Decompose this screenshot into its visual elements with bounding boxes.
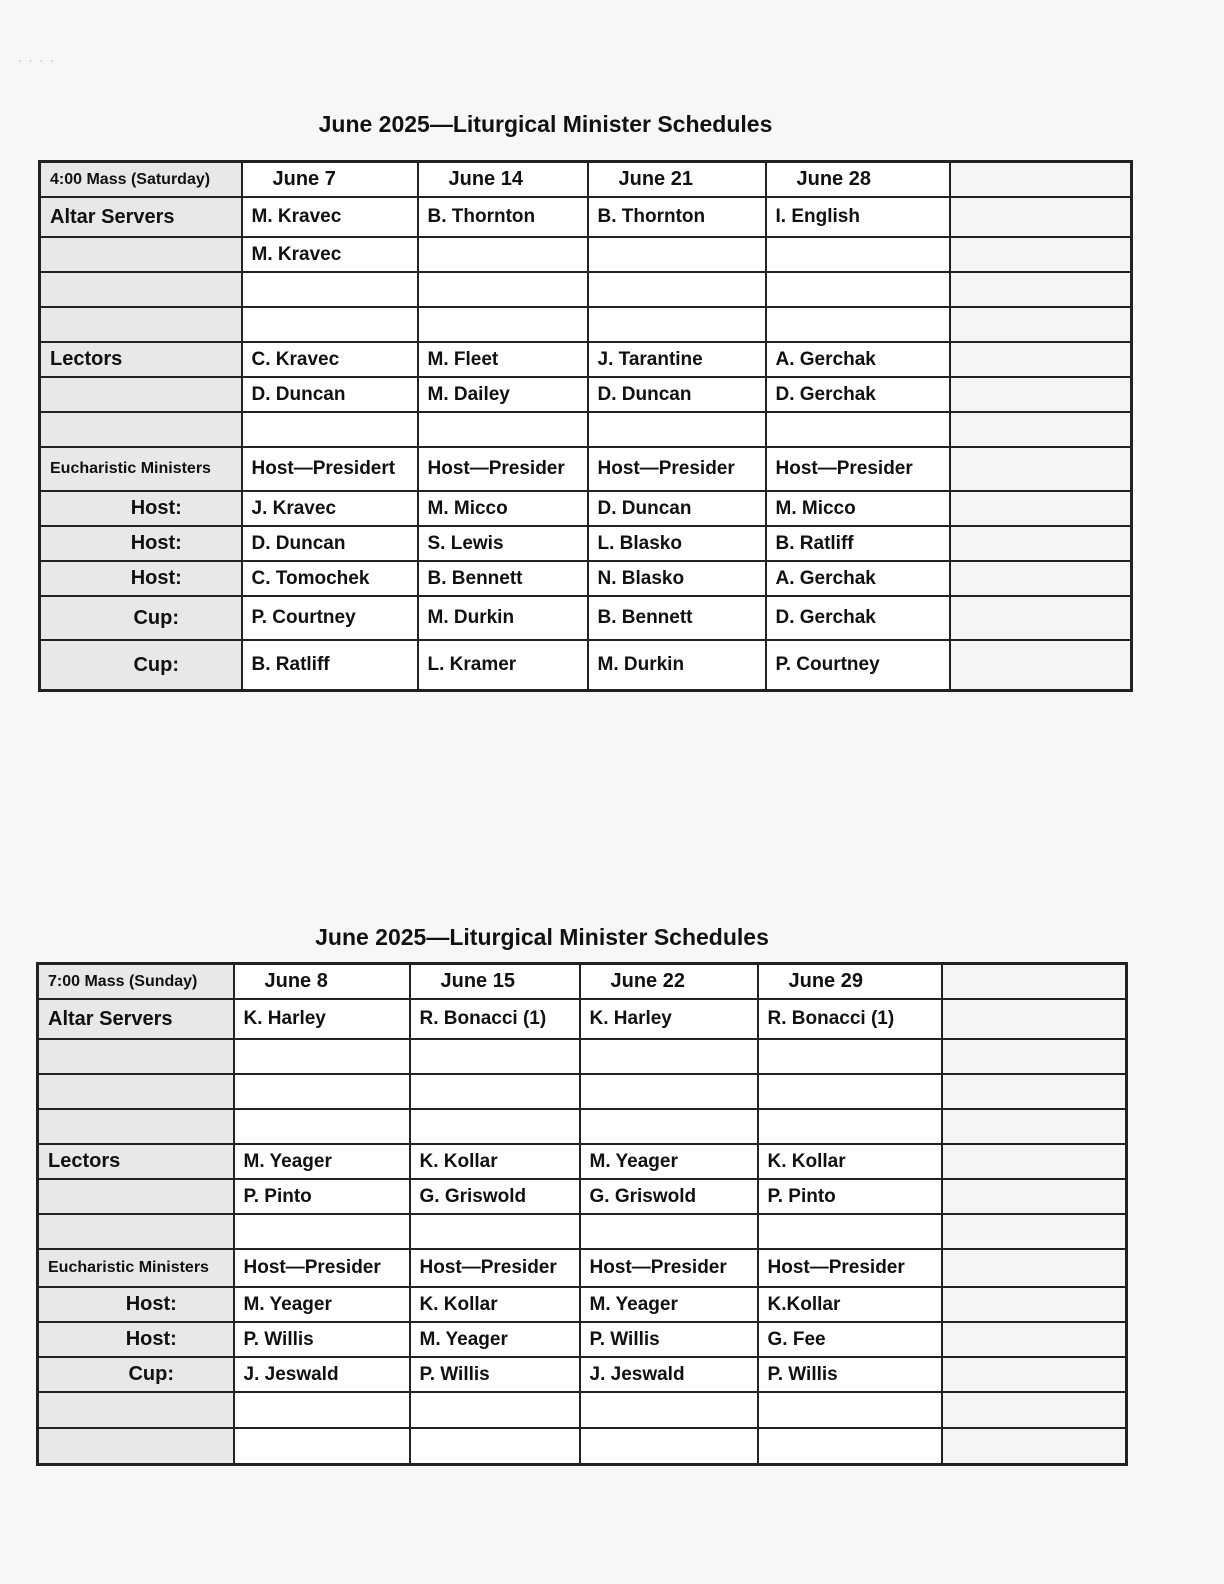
blank-cell <box>942 964 1127 1000</box>
minister-cell <box>418 307 588 342</box>
table-row <box>40 491 1132 526</box>
minister-cell: M. Yeager <box>580 1287 758 1322</box>
minister-cell: B. Thornton <box>418 197 588 237</box>
row-label <box>40 237 242 272</box>
minister-cell: Host—Presider <box>234 1249 410 1287</box>
minister-cell: P. Courtney <box>242 596 418 640</box>
blank-cell <box>950 447 1132 491</box>
header-row <box>38 964 1127 1000</box>
minister-cell: P. Courtney <box>766 640 950 691</box>
blank-cell <box>950 596 1132 640</box>
table-row <box>40 526 1132 561</box>
minister-cell: K. Kollar <box>410 1287 580 1322</box>
table-row <box>38 1249 1127 1287</box>
minister-cell <box>758 1109 942 1144</box>
row-label <box>40 377 242 412</box>
minister-cell: C. Tomochek <box>242 561 418 596</box>
row-label: Eucharistic Ministers <box>40 447 242 491</box>
schedule-title: June 2025—Liturgical Minister Schedules <box>318 111 773 137</box>
minister-cell: J. Jeswald <box>234 1357 410 1392</box>
minister-cell: B. Thornton <box>588 197 766 237</box>
minister-cell: L. Blasko <box>588 526 766 561</box>
minister-cell: M. Micco <box>766 491 950 526</box>
minister-cell <box>242 307 418 342</box>
table-row <box>38 1392 1127 1428</box>
row-label <box>38 1039 234 1074</box>
minister-cell <box>234 1109 410 1144</box>
row-label <box>38 1074 234 1109</box>
minister-cell: D. Duncan <box>588 377 766 412</box>
minister-cell: R. Bonacci (1) <box>410 999 580 1039</box>
minister-cell: A. Gerchak <box>766 561 950 596</box>
row-label <box>38 1179 234 1214</box>
date-header: June 29 <box>758 964 942 1000</box>
minister-cell <box>410 1109 580 1144</box>
minister-cell: Host—Presider <box>418 447 588 491</box>
blank-cell <box>950 491 1132 526</box>
table-row <box>38 1109 1127 1144</box>
minister-cell <box>580 1039 758 1074</box>
minister-cell <box>410 1039 580 1074</box>
minister-cell <box>758 1214 942 1249</box>
date-header: June 15 <box>410 964 580 1000</box>
minister-cell: K. Kollar <box>758 1144 942 1179</box>
schedule-sunday <box>36 920 1128 1490</box>
table-row <box>40 272 1132 307</box>
schedule-table <box>38 160 1133 692</box>
blank-cell <box>950 237 1132 272</box>
row-label: Cup: <box>38 1357 234 1392</box>
minister-cell <box>588 237 766 272</box>
row-label <box>38 1428 234 1465</box>
minister-cell <box>418 237 588 272</box>
date-header: June 7 <box>242 162 418 198</box>
minister-cell: N. Blasko <box>588 561 766 596</box>
minister-cell: M. Fleet <box>418 342 588 377</box>
minister-cell: P. Willis <box>234 1322 410 1357</box>
minister-cell: B. Bennett <box>588 596 766 640</box>
blank-cell <box>950 377 1132 412</box>
table-row <box>38 1322 1127 1357</box>
minister-cell: Host—Presider <box>758 1249 942 1287</box>
schedule-title: June 2025—Liturgical Minister Schedules <box>315 924 769 950</box>
table-row <box>40 342 1132 377</box>
date-header: June 8 <box>234 964 410 1000</box>
minister-cell <box>758 1392 942 1428</box>
minister-cell: D. Duncan <box>588 491 766 526</box>
scan-smudge: · · · · <box>18 55 56 67</box>
minister-cell: M. Kravec <box>242 237 418 272</box>
row-label <box>40 307 242 342</box>
row-label <box>38 1214 234 1249</box>
minister-cell <box>234 1074 410 1109</box>
row-label: Eucharistic Ministers <box>38 1249 234 1287</box>
mass-label: 7:00 Mass (Sunday) <box>38 964 234 1000</box>
row-label: Altar Servers <box>40 197 242 237</box>
blank-cell <box>950 272 1132 307</box>
minister-cell <box>580 1214 758 1249</box>
minister-cell <box>588 412 766 447</box>
minister-cell: P. Willis <box>758 1357 942 1392</box>
table-row <box>38 999 1127 1039</box>
minister-cell: B. Ratliff <box>242 640 418 691</box>
minister-cell: Host—Presider <box>766 447 950 491</box>
minister-cell: M. Dailey <box>418 377 588 412</box>
blank-cell <box>942 1144 1127 1179</box>
blank-cell <box>950 307 1132 342</box>
schedule-saturday <box>38 105 1133 705</box>
row-label <box>38 1109 234 1144</box>
minister-cell: I. English <box>766 197 950 237</box>
blank-cell <box>950 342 1132 377</box>
minister-cell: S. Lewis <box>418 526 588 561</box>
minister-cell: A. Gerchak <box>766 342 950 377</box>
blank-cell <box>942 1074 1127 1109</box>
minister-cell <box>410 1074 580 1109</box>
minister-cell: G. Griswold <box>410 1179 580 1214</box>
minister-cell <box>580 1074 758 1109</box>
table-row <box>38 1357 1127 1392</box>
minister-cell: M. Durkin <box>418 596 588 640</box>
table-row <box>40 237 1132 272</box>
minister-cell <box>766 412 950 447</box>
minister-cell: M. Yeager <box>580 1144 758 1179</box>
minister-cell <box>242 272 418 307</box>
blank-cell <box>950 412 1132 447</box>
minister-cell <box>580 1109 758 1144</box>
table-row <box>40 640 1132 691</box>
table-row <box>38 1039 1127 1074</box>
row-label: Host: <box>40 561 242 596</box>
minister-cell: P. Pinto <box>758 1179 942 1214</box>
minister-cell: C. Kravec <box>242 342 418 377</box>
table-row <box>40 447 1132 491</box>
minister-cell: D. Duncan <box>242 377 418 412</box>
minister-cell <box>766 307 950 342</box>
minister-cell <box>234 1428 410 1465</box>
minister-cell: D. Duncan <box>242 526 418 561</box>
minister-cell: P. Willis <box>410 1357 580 1392</box>
minister-cell: J. Tarantine <box>588 342 766 377</box>
minister-cell: G. Griswold <box>580 1179 758 1214</box>
minister-cell: Host—Presidert <box>242 447 418 491</box>
minister-cell: D. Gerchak <box>766 596 950 640</box>
blank-cell <box>942 1039 1127 1074</box>
table-row <box>40 561 1132 596</box>
minister-cell: D. Gerchak <box>766 377 950 412</box>
minister-cell: M. Micco <box>418 491 588 526</box>
minister-cell: K. Harley <box>580 999 758 1039</box>
table-row <box>40 377 1132 412</box>
blank-cell <box>950 197 1132 237</box>
row-label: Lectors <box>38 1144 234 1179</box>
table-row <box>40 197 1132 237</box>
row-label: Host: <box>40 491 242 526</box>
minister-cell <box>418 272 588 307</box>
minister-cell: K. Kollar <box>410 1144 580 1179</box>
blank-cell <box>942 1287 1127 1322</box>
minister-cell: M. Yeager <box>234 1144 410 1179</box>
date-header: June 22 <box>580 964 758 1000</box>
blank-cell <box>942 1249 1127 1287</box>
table-row <box>38 1287 1127 1322</box>
table-row <box>40 596 1132 640</box>
blank-cell <box>942 1357 1127 1392</box>
row-label: Host: <box>40 526 242 561</box>
header-row <box>40 162 1132 198</box>
table-row <box>40 412 1132 447</box>
row-label: Host: <box>38 1322 234 1357</box>
blank-cell <box>950 162 1132 198</box>
minister-cell: M. Kravec <box>242 197 418 237</box>
minister-cell: P. Willis <box>580 1322 758 1357</box>
minister-cell <box>758 1039 942 1074</box>
blank-cell <box>942 1428 1127 1465</box>
minister-cell <box>758 1074 942 1109</box>
minister-cell: M. Durkin <box>588 640 766 691</box>
minister-cell <box>410 1392 580 1428</box>
minister-cell <box>418 412 588 447</box>
date-header: June 28 <box>766 162 950 198</box>
minister-cell <box>588 272 766 307</box>
minister-cell: K.Kollar <box>758 1287 942 1322</box>
table-row <box>38 1428 1127 1465</box>
minister-cell: P. Pinto <box>234 1179 410 1214</box>
blank-cell <box>942 1392 1127 1428</box>
minister-cell <box>242 412 418 447</box>
minister-cell: J. Jeswald <box>580 1357 758 1392</box>
minister-cell <box>410 1428 580 1465</box>
minister-cell <box>580 1428 758 1465</box>
minister-cell <box>588 307 766 342</box>
row-label <box>40 412 242 447</box>
blank-cell <box>942 1322 1127 1357</box>
minister-cell: K. Harley <box>234 999 410 1039</box>
minister-cell: L. Kramer <box>418 640 588 691</box>
minister-cell <box>234 1214 410 1249</box>
blank-cell <box>942 999 1127 1039</box>
minister-cell: Host—Presider <box>580 1249 758 1287</box>
minister-cell <box>580 1392 758 1428</box>
minister-cell: G. Fee <box>758 1322 942 1357</box>
row-label <box>40 272 242 307</box>
table-row <box>38 1074 1127 1109</box>
schedule-table <box>36 962 1128 1466</box>
table-row <box>38 1144 1127 1179</box>
blank-cell <box>942 1214 1127 1249</box>
mass-label: 4:00 Mass (Saturday) <box>40 162 242 198</box>
minister-cell <box>234 1039 410 1074</box>
blank-cell <box>942 1109 1127 1144</box>
row-label: Cup: <box>40 640 242 691</box>
minister-cell <box>766 272 950 307</box>
minister-cell: R. Bonacci (1) <box>758 999 942 1039</box>
minister-cell <box>410 1214 580 1249</box>
minister-cell: B. Bennett <box>418 561 588 596</box>
date-header: June 14 <box>418 162 588 198</box>
minister-cell: B. Ratliff <box>766 526 950 561</box>
blank-cell <box>950 640 1132 691</box>
minister-cell: J. Kravec <box>242 491 418 526</box>
blank-cell <box>942 1179 1127 1214</box>
table-row <box>40 307 1132 342</box>
minister-cell: M. Yeager <box>410 1322 580 1357</box>
minister-cell <box>758 1428 942 1465</box>
row-label: Host: <box>38 1287 234 1322</box>
table-row <box>38 1214 1127 1249</box>
row-label: Lectors <box>40 342 242 377</box>
minister-cell <box>766 237 950 272</box>
row-label: Cup: <box>40 596 242 640</box>
date-header: June 21 <box>588 162 766 198</box>
minister-cell <box>234 1392 410 1428</box>
blank-cell <box>950 526 1132 561</box>
blank-cell <box>950 561 1132 596</box>
minister-cell: M. Yeager <box>234 1287 410 1322</box>
row-label: Altar Servers <box>38 999 234 1039</box>
minister-cell: Host—Presider <box>588 447 766 491</box>
table-row <box>38 1179 1127 1214</box>
row-label <box>38 1392 234 1428</box>
minister-cell: Host—Presider <box>410 1249 580 1287</box>
